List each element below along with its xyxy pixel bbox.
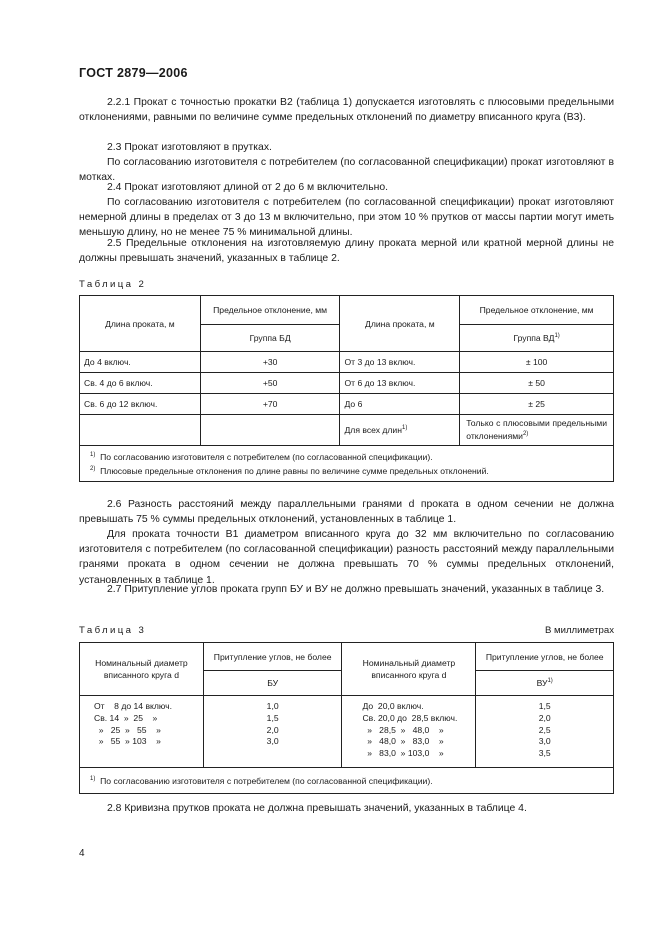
t2-footnote-2: $^{2)}$ Плюсовые предельные отклонения по длине равны по величине сумме предельных отклонений. (90, 465, 489, 476)
t3-head-blunt-right: Притупление углов, не более (476, 643, 614, 671)
paragraph-2-7: 2.7 Притупление углов проката групп БУ и ВУ не должно превышать значений, указанных в таблице 3. (107, 584, 605, 595)
t3-head-blunt-left: Притупление углов, не более (203, 643, 342, 671)
paragraph-2-2-1: 2.2.1 Прокат с точностью прокатки В2 (таблица 1) допускается изготовлять с плюсовыми предельными отклонениями, равными по величине сумме предельных отклонений по диаметру вписанного круга (В3). (79, 97, 614, 124)
t2-head-dev-right: Предельное отклонение, мм (460, 296, 614, 325)
t2-head-group-bd: Группа БД (200, 325, 340, 352)
paragraph-2-6: 2.6 Разность расстояний между параллельными гранями d проката в одном сечении не должна превышать 75 % суммы предельных отклонений, установленных в таблице 1. (79, 499, 614, 526)
table-3 (79, 642, 614, 794)
t2-head-length-left: Длина проката, м (80, 296, 201, 352)
page-number: 4 (79, 848, 85, 859)
t2-cell: Для всех длин$^{1)}$ (340, 415, 460, 446)
t3-head-group-vu: ВУ$^{1)}$ (476, 671, 614, 696)
t3-footnote: $^{1)}$ По согласованию изготовителя с потребителем (по согласованной спецификации). (80, 767, 614, 793)
t2-cell: До 4 включ. (80, 352, 201, 373)
document-header: ГОСТ 2879—2006 (79, 66, 188, 80)
t3-left-values: 1,0 1,5 2,0 3,0 (203, 696, 342, 768)
table-2 (79, 295, 614, 482)
paragraph-2-8: 2.8 Кривизна прутков проката не должна превышать значений, указанных в таблице 4. (107, 803, 527, 814)
t2-cell: Только с плюсовыми предельными отклонениями$^{2)}$ (460, 415, 614, 446)
t3-head-group-bu: БУ (203, 671, 342, 696)
paragraph-2-3-b: По согласованию изготовителя с потребителем (по согласованной спецификации) прокат изготовляют в мотках. (79, 157, 614, 184)
t2-head-group-vd: Группа ВД$^{1)}$ (460, 325, 614, 352)
t2-cell: +70 (200, 394, 340, 415)
t3-left-diameters: От 8 до 14 включ. Св. 14 » 25 » » 25 » 55 » » 55 » 103 » (80, 696, 204, 768)
t2-cell: От 3 до 13 включ. (340, 352, 460, 373)
paragraph-2-6-b: Для проката точности В1 диаметром вписанного круга до 32 мм включительно по согласованию изготовителя с потребителем (по согласованной спецификации) разность расстояний между параллельными гранями проката в одном сечении не должна превышать 70 % суммы предельных отклонений, установленных в таблице 1. (79, 529, 614, 586)
paragraph-2-4: 2.4 Прокат изготовляют длиной от 2 до 6 м включительно. (107, 182, 389, 193)
t2-cell: Св. 4 до 6 включ. (80, 373, 201, 394)
table-row (80, 394, 614, 415)
t2-cell: ± 50 (460, 373, 614, 394)
t2-cell: +50 (200, 373, 340, 394)
t2-cell: До 6 (340, 394, 460, 415)
t2-head-length-right: Длина проката, м (340, 296, 460, 352)
t3-right-values: 1,5 2,0 2,5 3,0 3,5 (476, 696, 614, 768)
paragraph-2-3: 2.3 Прокат изготовляют в прутках. (107, 142, 272, 153)
table-row (80, 415, 614, 446)
t2-cell-empty (200, 415, 340, 446)
paragraph-2-5: 2.5 Предельные отклонения на изготовляемую длину проката мерной или кратной мерной длины не должны превышать значений, указанных в таблице 2. (79, 238, 614, 265)
t2-cell: Св. 6 до 12 включ. (80, 394, 201, 415)
t2-footnotes (80, 446, 614, 482)
t3-head-diam-right: Номинальный диаметр вписанного круга d (342, 643, 476, 696)
t2-cell: ± 25 (460, 394, 614, 415)
table-row (80, 696, 614, 768)
table-2-caption: Таблица 2 (79, 279, 147, 290)
table-row (80, 373, 614, 394)
table-row (80, 352, 614, 373)
t2-head-dev-left: Предельное отклонение, мм (200, 296, 340, 325)
table-3-units: В миллиметрах (544, 625, 614, 636)
t2-footnote-1: $^{1)}$ По согласованию изготовителя с потребителем (по согласованной спецификации). (90, 451, 433, 462)
t2-cell: ± 100 (460, 352, 614, 373)
t3-right-diameters: До 20,0 включ. Св. 20,0 до 28,5 включ. » 28,5 » 48,0 » » 48,0 » 83,0 » » 83,0 » 103,0 » (342, 696, 476, 768)
t3-head-diam-left: Номинальный диаметр вписанного круга d (80, 643, 204, 696)
t2-cell-empty (80, 415, 201, 446)
table-3-caption: Таблица 3 (79, 625, 147, 636)
t2-cell: +30 (200, 352, 340, 373)
paragraph-2-4-b: По согласованию изготовителя с потребителем (по согласованной спецификации) прокат изготовляют немерной длины в пределах от 3 до 13 м включительно, при этом 10 % прутков от массы партии могут иметь меньшую длину, но не менее 75 % минимальной длины. (79, 197, 614, 239)
t2-cell: От 6 до 13 включ. (340, 373, 460, 394)
